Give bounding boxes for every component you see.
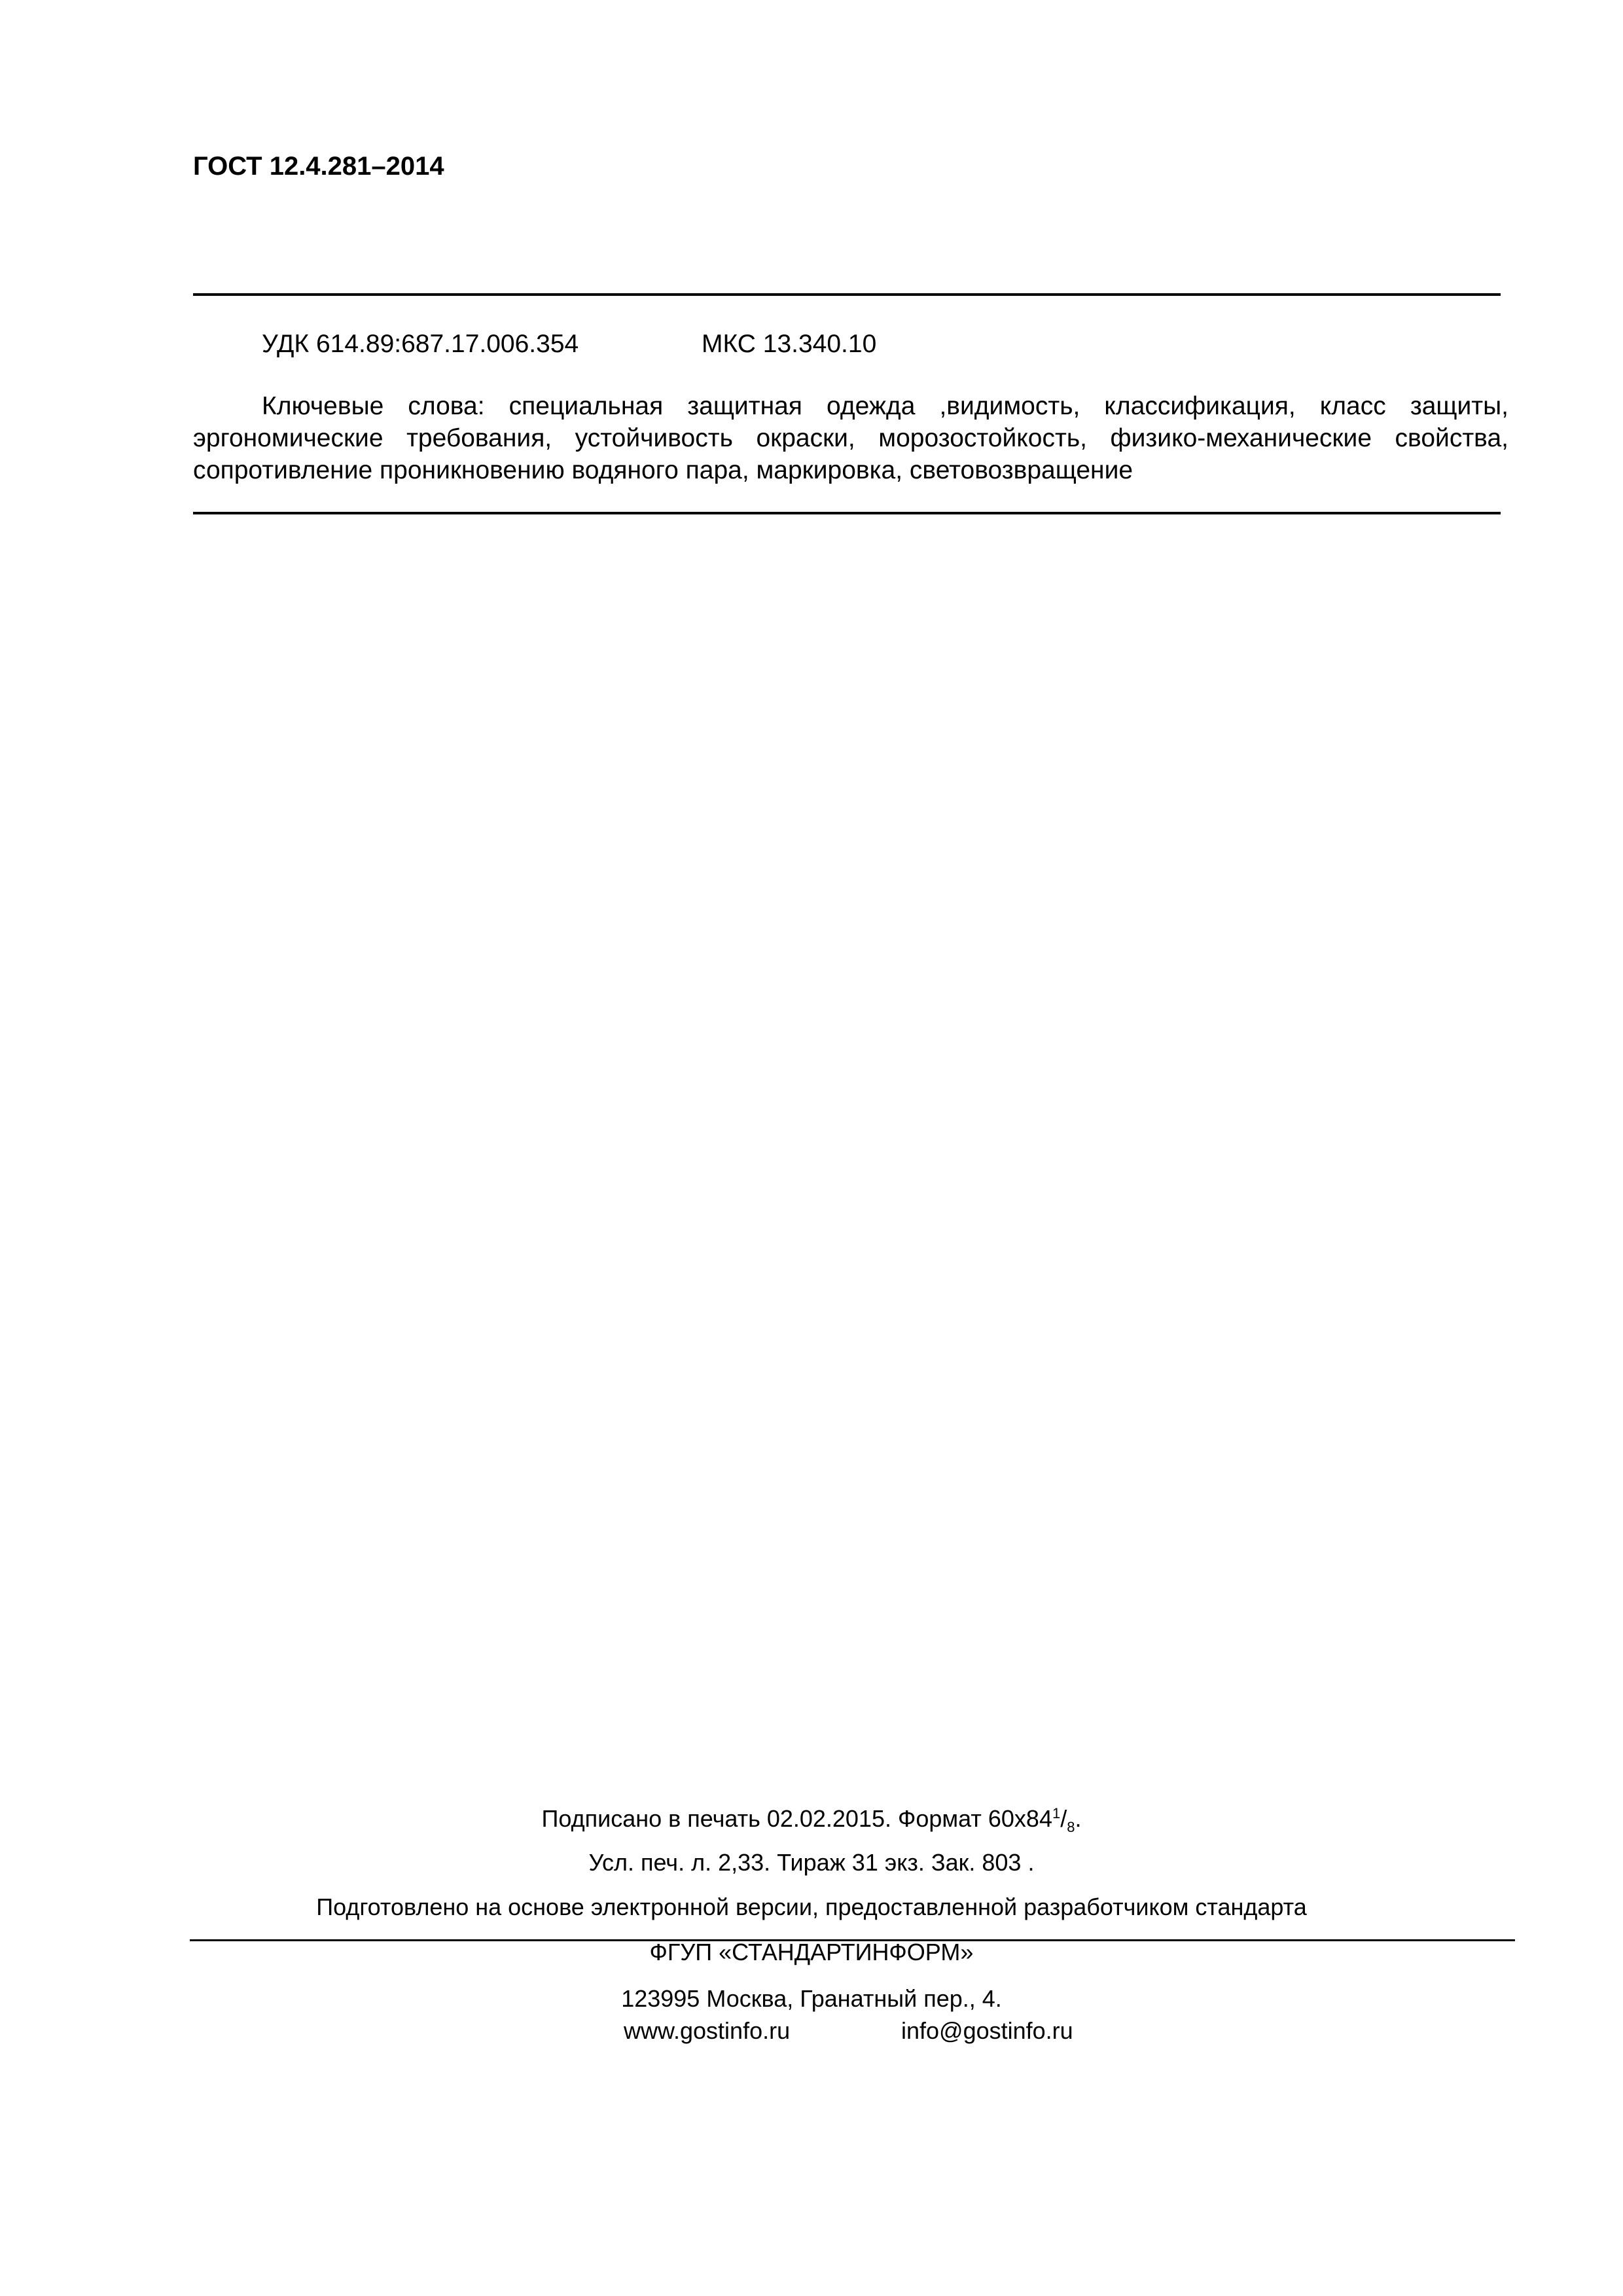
publisher-name: ФГУП «СТАНДАРТИНФОРМ» <box>649 1939 974 1965</box>
publisher-email: info@gostinfo.ru <box>901 2017 1073 2044</box>
format-denominator: 8 <box>1067 1819 1075 1836</box>
format-slash: / <box>1060 1805 1067 1832</box>
document-code: ГОСТ 12.4.281–2014 <box>193 152 444 181</box>
signed-text: Подписано в печать 02.02.2015. Формат 60х84 <box>541 1805 1052 1832</box>
mks-code: МКС 13.340.10 <box>702 330 877 358</box>
udk-code: УДК 614.89:687.17.006.354 <box>262 330 579 358</box>
prepared-line: Подготовлено на основе электронной версии, предоставленной разработчиком стандарта <box>316 1893 1307 1920</box>
signed-suffix: . <box>1075 1805 1082 1832</box>
keywords-divider <box>193 512 1501 514</box>
signed-to-print-line <box>0 1805 1623 1836</box>
publisher-address: 123995 Москва, Гранатный пер., 4. <box>621 1985 1002 2012</box>
keywords-paragraph: Ключевые слова: специальная защитная одежда ,видимость, классификация, класс защиты, эргономические требования, устойчивость окраски, морозостойкость, физико-механические свойства, сопротивление проникновению водяного пара, маркировка, световозвращение <box>193 392 1508 484</box>
print-info-line: Усл. печ. л. 2,33. Тираж 31 экз. Зак. 803 . <box>588 1849 1035 1876</box>
format-numerator: 1 <box>1052 1805 1061 1821</box>
top-divider <box>193 293 1501 296</box>
publisher-website: www.gostinfo.ru <box>624 2017 791 2044</box>
